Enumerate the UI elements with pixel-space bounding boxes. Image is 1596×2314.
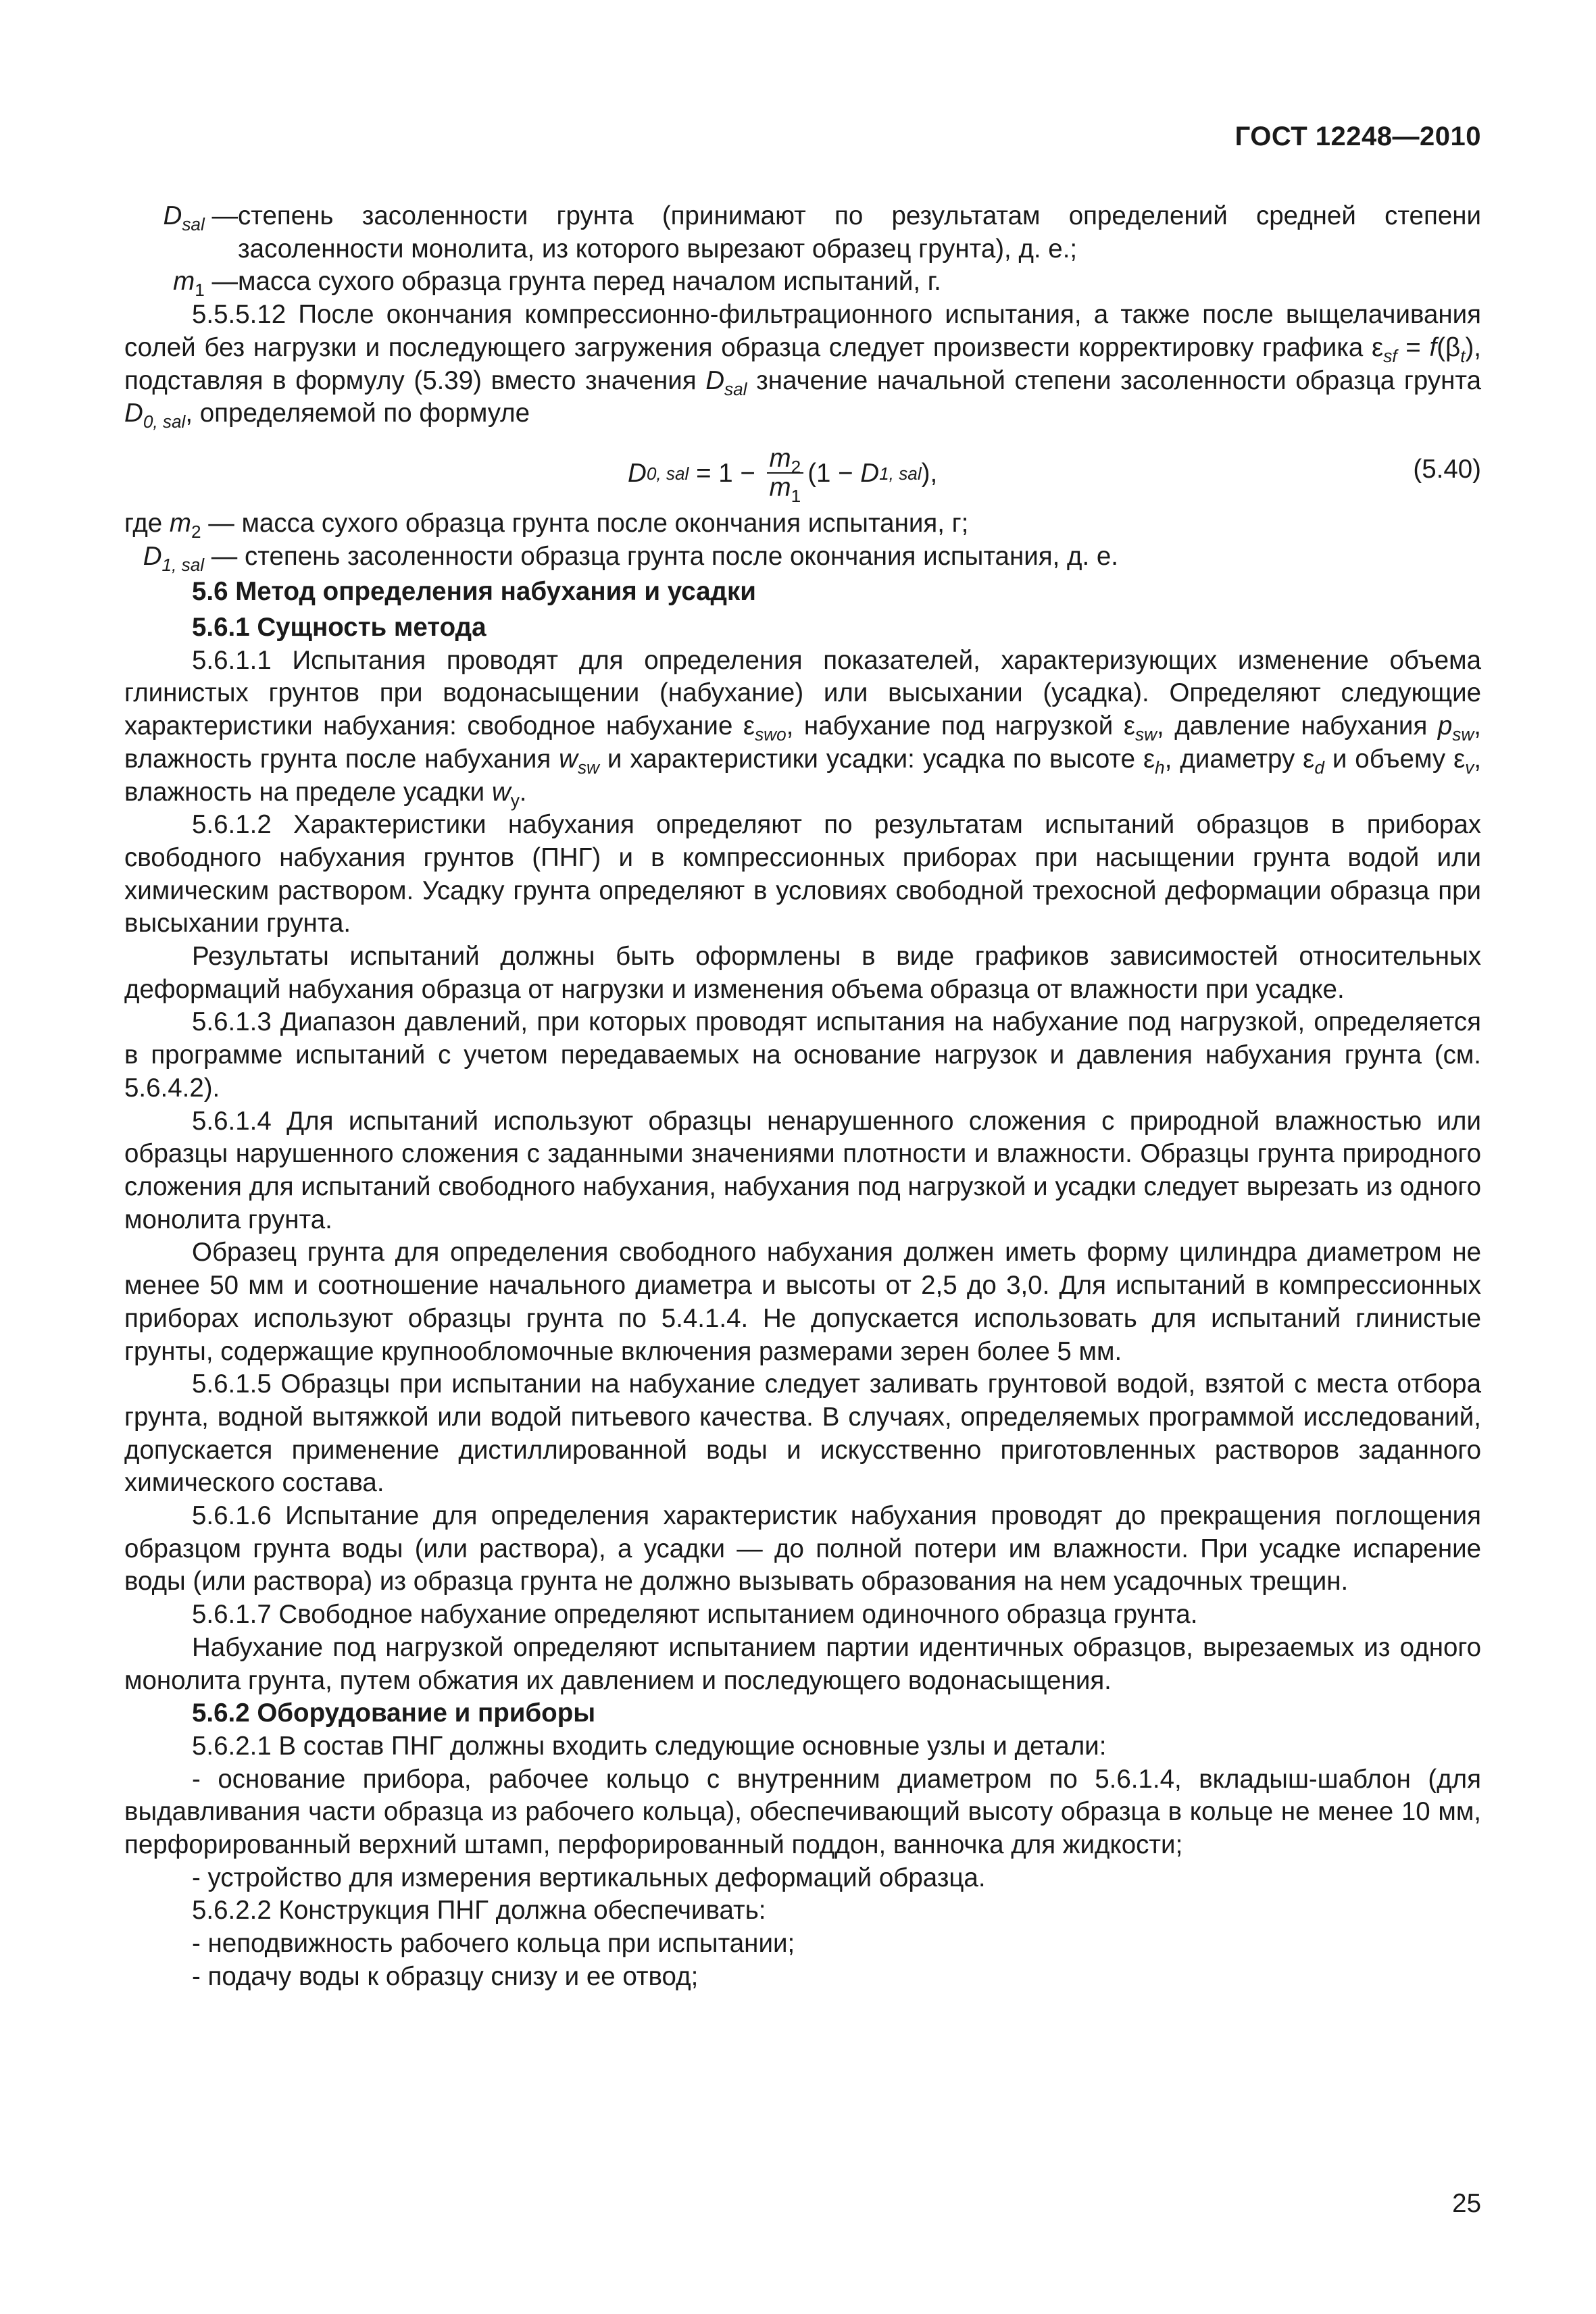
definition-text: степень засоленности образца грунта после окончания испытания, д. е. xyxy=(245,541,1118,571)
paragraph-sample-shape: Образец грунта для определения свободного набухания должен иметь форму цилиндра диаметром не менее 50 мм и соотношение начального диаметра и высоты от 2,5 до 3,0. Для испытаний в компрессионных приборах используют образцы грунта по 5.4.1.4. Не допускается использовать для испытаний глинистые грунты, содержащие крупнообломочные включения размерами зерен более 5 мм. xyxy=(124,1238,1481,1366)
paragraph-5-6-1-1: 5.6.1.1 Испытания проводят для определения показателей, характеризующих изменение объема глинистых грунтов при водонасыщении (набухание) или высыхании (усадка). Определяют следующие характеристики набухания: свободное набухание $\varepsilon_{swo}$, набухание под нагрузкой $\varepsilon_{sw}$, давление набухания $p_{sw}$, влажность грунта после набухания $w_{sw}$ и характеристики усадки: усадка по высоте $\varepsilon_h$, диаметру $\varepsilon_d$ и объему $\varepsilon_v$, влажность на пределе усадки $w_y$. xyxy=(124,645,1482,811)
definition-d1sal xyxy=(124,540,1481,574)
definition-text: масса сухого образца грунта после окончания испытания, г; xyxy=(241,508,969,538)
definition-text: степень засоленности грунта (принимают по результатам определений средней степени засоленности монолита, из которого вырезают образец грунта), д. е.; xyxy=(238,201,1481,263)
paragraph-5-6-2-1: 5.6.2.1 В состав ПНГ должны входить следующие основные узлы и детали: xyxy=(192,1731,1107,1761)
heading-5-6-2: 5.6.2 Оборудование и приборы xyxy=(192,1699,596,1728)
paragraph-load-swelling: Набухание под нагрузкой определяют испытанием партии идентичных образцов, вырезаемых из одного монолита грунта, путем обжатия их давлением и последующего водонасыщения. xyxy=(124,1632,1481,1695)
paragraph-results: Результаты испытаний должны быть оформлены в виде графиков зависимостей относительных деформаций набухания образца от нагрузки и изменения объема образца от влажности при усадке. xyxy=(124,942,1481,1004)
standard-number: ГОСТ 12248—2010 xyxy=(1235,122,1481,151)
list-item: - подачу воды к образцу снизу и ее отвод; xyxy=(192,1961,699,1991)
paragraph-5-6-1-5: 5.6.1.5 Образцы при испытании на набухание следует заливать грунтовой водой, взятой с места отбора грунта, водной вытяжкой или водой питьевого качества. В случаях, определяемых программой исследований, допускается применение дистиллированной воды и искусственно приготовленных растворов заданного химического состава. xyxy=(124,1369,1481,1498)
definition-dsal xyxy=(124,200,1481,266)
paragraph-5-5-5-12: 5.5.5.12 После окончания компрессионно-фильтрационного испытания, а также после выщелачивания солей без нагрузки и последующего загружения образца следует произвести корректировку графика $\varepsilon_{sf} = f(\beta_t)$, подставляя в формулу (5.39) вместо значения $D_{sal}$ значение начальной степени засоленности образца грунта $D_{0, sal}$, определяемой по формуле xyxy=(124,300,1482,432)
definition-term: $m_1$ — xyxy=(173,267,238,301)
page-number: 25 xyxy=(1452,2189,1481,2218)
definition-term: где $m_2$ — xyxy=(124,508,242,543)
definition-term: $D_{sal}$ — xyxy=(163,201,238,235)
definition-m1 xyxy=(124,266,1481,299)
formula-5-40 xyxy=(124,430,1481,507)
paragraph-5-6-1-2: 5.6.1.2 Характеристики набухания определяют по результатам испытаний образцов в приборах свободного набухания грунтов (ПНГ) и в компрессионных приборах при насыщении грунта водой или химическим раствором. Усадку грунта определяют в условиях свободной трехосной деформации образца при высыхании грунта. xyxy=(124,810,1481,938)
formula-number: (5.40) xyxy=(1413,454,1481,484)
paragraph-5-6-2-2: 5.6.2.2 Конструкция ПНГ должна обеспечивать: xyxy=(192,1896,766,1926)
definition-m2 xyxy=(124,507,1481,543)
list-item: - основание прибора, рабочее кольцо с внутренним диаметром по 5.6.1.4, вкладыш-шаблон (для выдавливания части образца из рабочего кольца), обеспечивающий высоту образца в кольце не менее 10 мм, перфорированный верхний штамп, перфорированный поддон, ванночка для жидкости; xyxy=(124,1764,1481,1860)
list-item: - неподвижность рабочего кольца при испытании; xyxy=(192,1929,795,1959)
formula-fraction: $\frac{m_2}{m_1}$ xyxy=(767,445,804,502)
definition-term: $D_{1, sal}$ — xyxy=(143,541,245,575)
page-body xyxy=(124,200,1481,1994)
definition-text: масса сухого образца грунта перед началом испытаний, г. xyxy=(238,267,941,297)
heading-5-6: 5.6 Метод определения набухания и усадки xyxy=(192,577,756,607)
paragraph-5-6-1-3: 5.6.1.3 Диапазон давлений, при которых проводят испытания на набухание под нагрузкой, определяется в программе испытаний с учетом передаваемых на основание нагрузок и давления набухания грунта (см. 5.6.4.2). xyxy=(124,1007,1481,1103)
heading-5-6-1: 5.6.1 Сущность метода xyxy=(192,613,487,643)
list-item: - устройство для измерения вертикальных деформаций образца. xyxy=(192,1863,986,1892)
paragraph-5-6-1-6: 5.6.1.6 Испытание для определения характеристик набухания проводят до прекращения поглощения образцом грунта воды (или раствора), а усадки — до полной потери им влажности. При усадке испарение воды (или раствора) из образца грунта не должно вызывать образования на нем усадочных трещин. xyxy=(124,1501,1481,1596)
formula-expression: D 0, sal = 1 − $\frac{m_2}{m_1}$ (1 − D 1, sal ), xyxy=(628,443,938,507)
paragraph-5-6-1-7: 5.6.1.7 Свободное набухание определяют испытанием одиночного образца грунта. xyxy=(192,1600,1198,1630)
paragraph-5-6-1-4: 5.6.1.4 Для испытаний используют образцы ненарушенного сложения с природной влажностью или образцы нарушенного сложения с заданными значениями плотности и влажности. Образцы грунта природного сложения для испытаний свободного набухания, набухания под нагрузкой и усадки следует вырезать из одного монолита грунта. xyxy=(124,1106,1481,1234)
